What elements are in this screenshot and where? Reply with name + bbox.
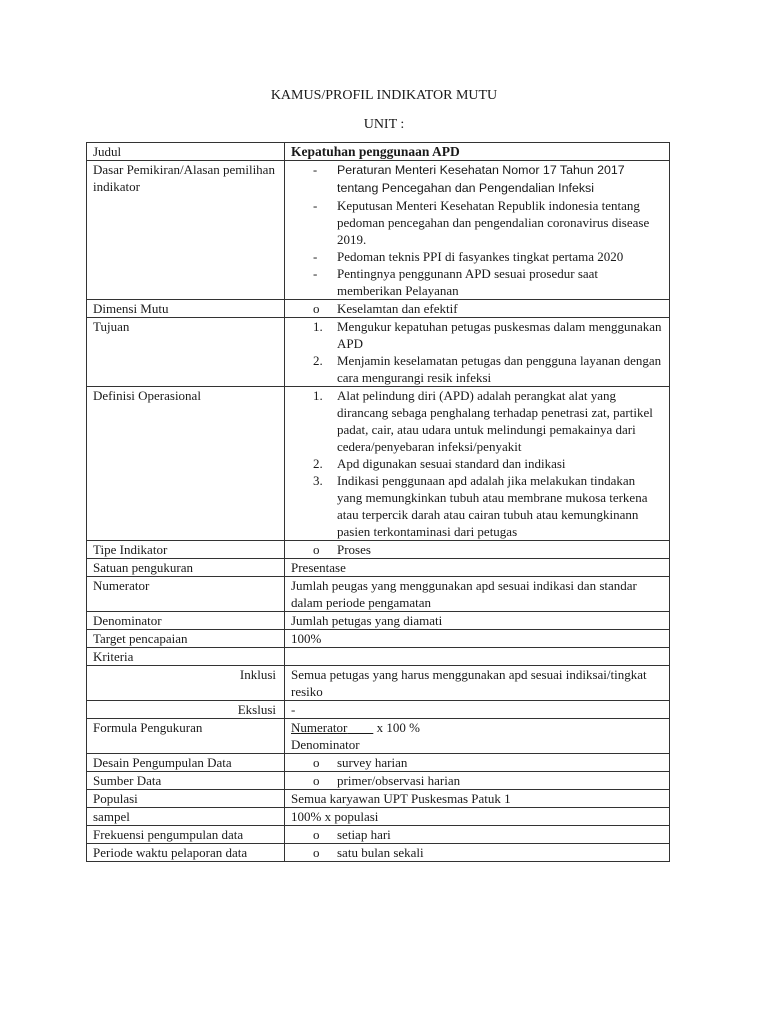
list-item-text: satu bulan sekali bbox=[337, 845, 424, 860]
formula-top bbox=[291, 719, 663, 736]
label-tujuan: Tujuan bbox=[87, 318, 285, 387]
label-satuan: Satuan pengukuran bbox=[87, 559, 285, 577]
value-dimensi bbox=[285, 300, 670, 318]
value-target: 100% bbox=[285, 630, 670, 648]
value-satuan: Presentase bbox=[285, 559, 670, 577]
dash-marker: - bbox=[313, 249, 318, 264]
value-tujuan bbox=[285, 318, 670, 387]
list-item-text: Apd digunakan sesuai standard dan indikasi bbox=[337, 456, 566, 471]
list-item bbox=[291, 161, 663, 197]
row-desain bbox=[87, 754, 670, 772]
dash-marker: - bbox=[313, 163, 318, 177]
list-item bbox=[291, 300, 663, 317]
value-desain bbox=[285, 754, 670, 772]
label-dasar: Dasar Pemikiran/Alasan pemilihan indikator bbox=[87, 161, 285, 300]
row-sampel bbox=[87, 808, 670, 826]
value-populasi: Semua karyawan UPT Puskesmas Patuk 1 bbox=[285, 790, 670, 808]
label-definisi: Definisi Operasional bbox=[87, 387, 285, 541]
formula-denominator: Denominator bbox=[291, 737, 360, 752]
label-tipe: Tipe Indikator bbox=[87, 541, 285, 559]
list-item bbox=[291, 541, 663, 558]
formula-multiplier: x 100 % bbox=[376, 720, 420, 735]
list-number: 1. bbox=[313, 388, 323, 403]
document-title: KAMUS/PROFIL INDIKATOR MUTU bbox=[270, 88, 498, 103]
value-inklusi: Semua petugas yang harus menggunakan apd sesuai indiksai/tingkat resiko bbox=[285, 666, 670, 701]
list-item-text: Keputusan Menteri Kesehatan Republik indonesia tentang pedoman pencegahan dan pengendalian coronavirus disease 2019. bbox=[337, 198, 650, 247]
label-populasi: Populasi bbox=[87, 790, 285, 808]
value-sampel: 100% x populasi bbox=[285, 808, 670, 826]
list-number: 3. bbox=[313, 473, 323, 488]
list-item-text: Indikasi penggunaan apd adalah jika melakukan tindakan yang memungkinkan tubuh atau membrane mukosa terkena atau terpercik darah atau cairan tubuh atau kemungkinann pasien terkontaminasi dari petugas bbox=[337, 473, 648, 539]
row-periode bbox=[87, 844, 670, 862]
row-numerator bbox=[87, 577, 670, 612]
row-dasar bbox=[87, 161, 670, 300]
list-item-text: survey harian bbox=[337, 755, 408, 770]
list-item-text: Proses bbox=[337, 542, 371, 557]
list-item bbox=[291, 472, 663, 540]
label-judul: Judul bbox=[87, 143, 285, 161]
list-item-text: Mengukur kepatuhan petugas puskesmas dalam menggunakan APD bbox=[337, 319, 662, 351]
list-item bbox=[291, 265, 663, 299]
row-tipe bbox=[87, 541, 670, 559]
value-denominator: Jumlah petugas yang diamati bbox=[285, 612, 670, 630]
list-item-text: Menjamin keselamatan petugas dan pengguna layanan dengan cara mengurangi resik infeksi bbox=[337, 353, 662, 385]
list-item-text: Pentingnya penggunann APD sesuai prosedur saat memberikan Pelayanan bbox=[337, 266, 599, 298]
list-number: 2. bbox=[313, 353, 323, 368]
row-inklusi bbox=[87, 666, 670, 701]
row-formula bbox=[87, 719, 670, 754]
row-kriteria bbox=[87, 648, 670, 666]
value-frekuensi bbox=[285, 826, 670, 844]
row-frekuensi bbox=[87, 826, 670, 844]
value-sumber bbox=[285, 772, 670, 790]
value-kriteria bbox=[285, 648, 670, 666]
label-kriteria: Kriteria bbox=[87, 648, 285, 666]
value-eksklusi: - bbox=[285, 701, 670, 719]
dash-marker: - bbox=[313, 198, 318, 213]
list-number: 1. bbox=[313, 319, 323, 334]
unit-label: UNIT : bbox=[363, 117, 405, 132]
circle-bullet-icon: o bbox=[313, 542, 320, 557]
list-item bbox=[291, 197, 663, 248]
row-satuan bbox=[87, 559, 670, 577]
list-item bbox=[291, 826, 663, 843]
list-item bbox=[291, 455, 663, 472]
row-eksklusi bbox=[87, 701, 670, 719]
circle-bullet-icon: o bbox=[313, 845, 320, 860]
list-item bbox=[291, 248, 663, 265]
formula-numerator: Numerator bbox=[291, 720, 348, 735]
list-item-text: setiap hari bbox=[337, 827, 391, 842]
label-frekuensi: Frekuensi pengumpulan data bbox=[87, 826, 285, 844]
dash-marker: - bbox=[313, 266, 318, 281]
label-desain: Desain Pengumpulan Data bbox=[87, 754, 285, 772]
list-item-text: Alat pelindung diri (APD) adalah perangkat alat yang dirancang sebaga penghalang terhadap penetrasi zat, partikel padat, cair, atau udara untuk melindungi pemakainya dari cedera/penyebaran infeksi/penyakit bbox=[337, 388, 653, 454]
circle-bullet-icon: o bbox=[313, 755, 320, 770]
row-tujuan bbox=[87, 318, 670, 387]
circle-bullet-icon: o bbox=[313, 827, 320, 842]
list-item-text: primer/observasi harian bbox=[337, 773, 461, 788]
list-item bbox=[291, 754, 663, 771]
label-eksklusi: Ekslusi bbox=[87, 701, 285, 719]
label-formula: Formula Pengukuran bbox=[87, 719, 285, 754]
label-target: Target pencapaian bbox=[87, 630, 285, 648]
value-tipe bbox=[285, 541, 670, 559]
value-definisi bbox=[285, 387, 670, 541]
row-dimensi bbox=[87, 300, 670, 318]
label-numerator: Numerator bbox=[87, 577, 285, 612]
list-item-text: Peraturan Menteri Kesehatan Nomor 17 Tahun 2017 tentang Pencegahan dan Pengendalian Infeksi bbox=[337, 163, 625, 195]
row-sumber bbox=[87, 772, 670, 790]
label-periode: Periode waktu pelaporan data bbox=[87, 844, 285, 862]
value-judul: Kepatuhan penggunaan APD bbox=[285, 143, 670, 161]
circle-bullet-icon: o bbox=[313, 301, 320, 316]
value-periode bbox=[285, 844, 670, 862]
list-item bbox=[291, 772, 663, 789]
list-item bbox=[291, 318, 663, 352]
list-item bbox=[291, 844, 663, 861]
list-item-text: Pedoman teknis PPI di fasyankes tingkat pertama 2020 bbox=[337, 249, 624, 264]
row-populasi bbox=[87, 790, 670, 808]
list-item bbox=[291, 387, 663, 455]
label-sampel: sampel bbox=[87, 808, 285, 826]
row-judul bbox=[87, 143, 670, 161]
row-target bbox=[87, 630, 670, 648]
label-dimensi: Dimensi Mutu bbox=[87, 300, 285, 318]
list-item bbox=[291, 352, 663, 386]
list-item-text: Keselamtan dan efektif bbox=[337, 301, 458, 316]
list-number: 2. bbox=[313, 456, 323, 471]
label-sumber: Sumber Data bbox=[87, 772, 285, 790]
circle-bullet-icon: o bbox=[313, 773, 320, 788]
value-numerator: Jumlah peugas yang menggunakan apd sesuai indikasi dan standar dalam periode pengamatan bbox=[285, 577, 670, 612]
label-inklusi: Inklusi bbox=[87, 666, 285, 701]
value-formula bbox=[285, 719, 670, 754]
value-dasar bbox=[285, 161, 670, 300]
indicator-profile-table bbox=[86, 142, 670, 862]
label-denominator: Denominator bbox=[87, 612, 285, 630]
row-definisi bbox=[87, 387, 670, 541]
row-denominator bbox=[87, 612, 670, 630]
